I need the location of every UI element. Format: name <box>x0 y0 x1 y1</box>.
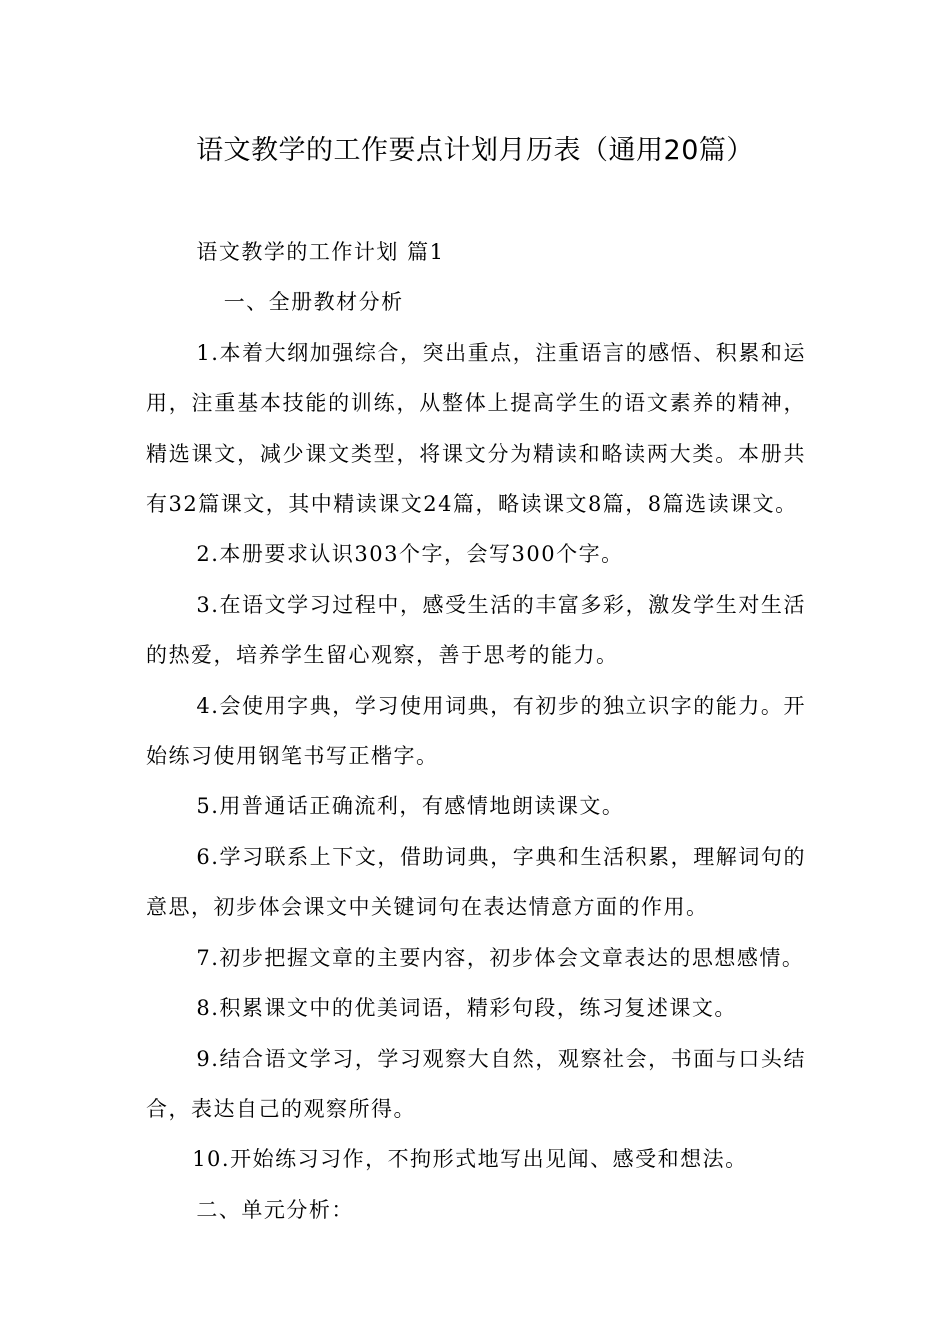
paragraph-2: 2.本册要求认识303个字，会写300个字。 <box>196 542 624 567</box>
document-body <box>146 227 806 1235</box>
heading-textbook-analysis: 一、全册教材分析 <box>223 290 404 315</box>
paragraph-9: 9.结合语文学习，学习观察大自然，观察社会，书面与口头结合，表达自己的观察所得。 <box>146 1046 806 1121</box>
paragraph-3: 3.在语文学习过程中，感受生活的丰富多彩，激发学生对生活的热爱，培养学生留心观察，善于思考的能力。 <box>146 592 806 668</box>
section-heading: 语文教学的工作计划 篇1 <box>196 240 445 264</box>
paragraph-7: 7.初步把握文章的主要内容，初步体会文章表达的思想感情。 <box>196 945 805 970</box>
document-title: 语文教学的工作要点计划月历表（通用20篇） <box>196 135 754 166</box>
paragraph-8: 8.积累课文中的优美词语，精彩句段，练习复述课文。 <box>196 996 737 1021</box>
paragraph-10: 10.开始练习习作，不拘形式地写出见闻、感受和想法。 <box>192 1147 748 1172</box>
paragraph-5: 5.用普通话正确流利，有感情地朗读课文。 <box>196 794 625 819</box>
heading-unit-analysis: 二、单元分析： <box>196 1197 354 1222</box>
paragraph-6: 6.学习联系上下文，借助词典，字典和生活积累，理解词句的意思，初步体会课文中关键词句在表达情意方面的作用。 <box>146 844 806 920</box>
paragraph-4: 4.会使用字典，学习使用词典，有初步的独立识字的能力。开始练习使用钢笔书写正楷字。 <box>146 693 806 769</box>
paragraph-1: 1.本着大纲加强综合，突出重点，注重语言的感悟、积累和运用，注重基本技能的训练，从整体上提高学生的语文素养的精神，精选课文，减少课文类型，将课文分为精读和略读两大类。本册共有32篇课文，其中精读课文24篇，略读课文8篇，8篇选读课文。 <box>146 340 806 517</box>
